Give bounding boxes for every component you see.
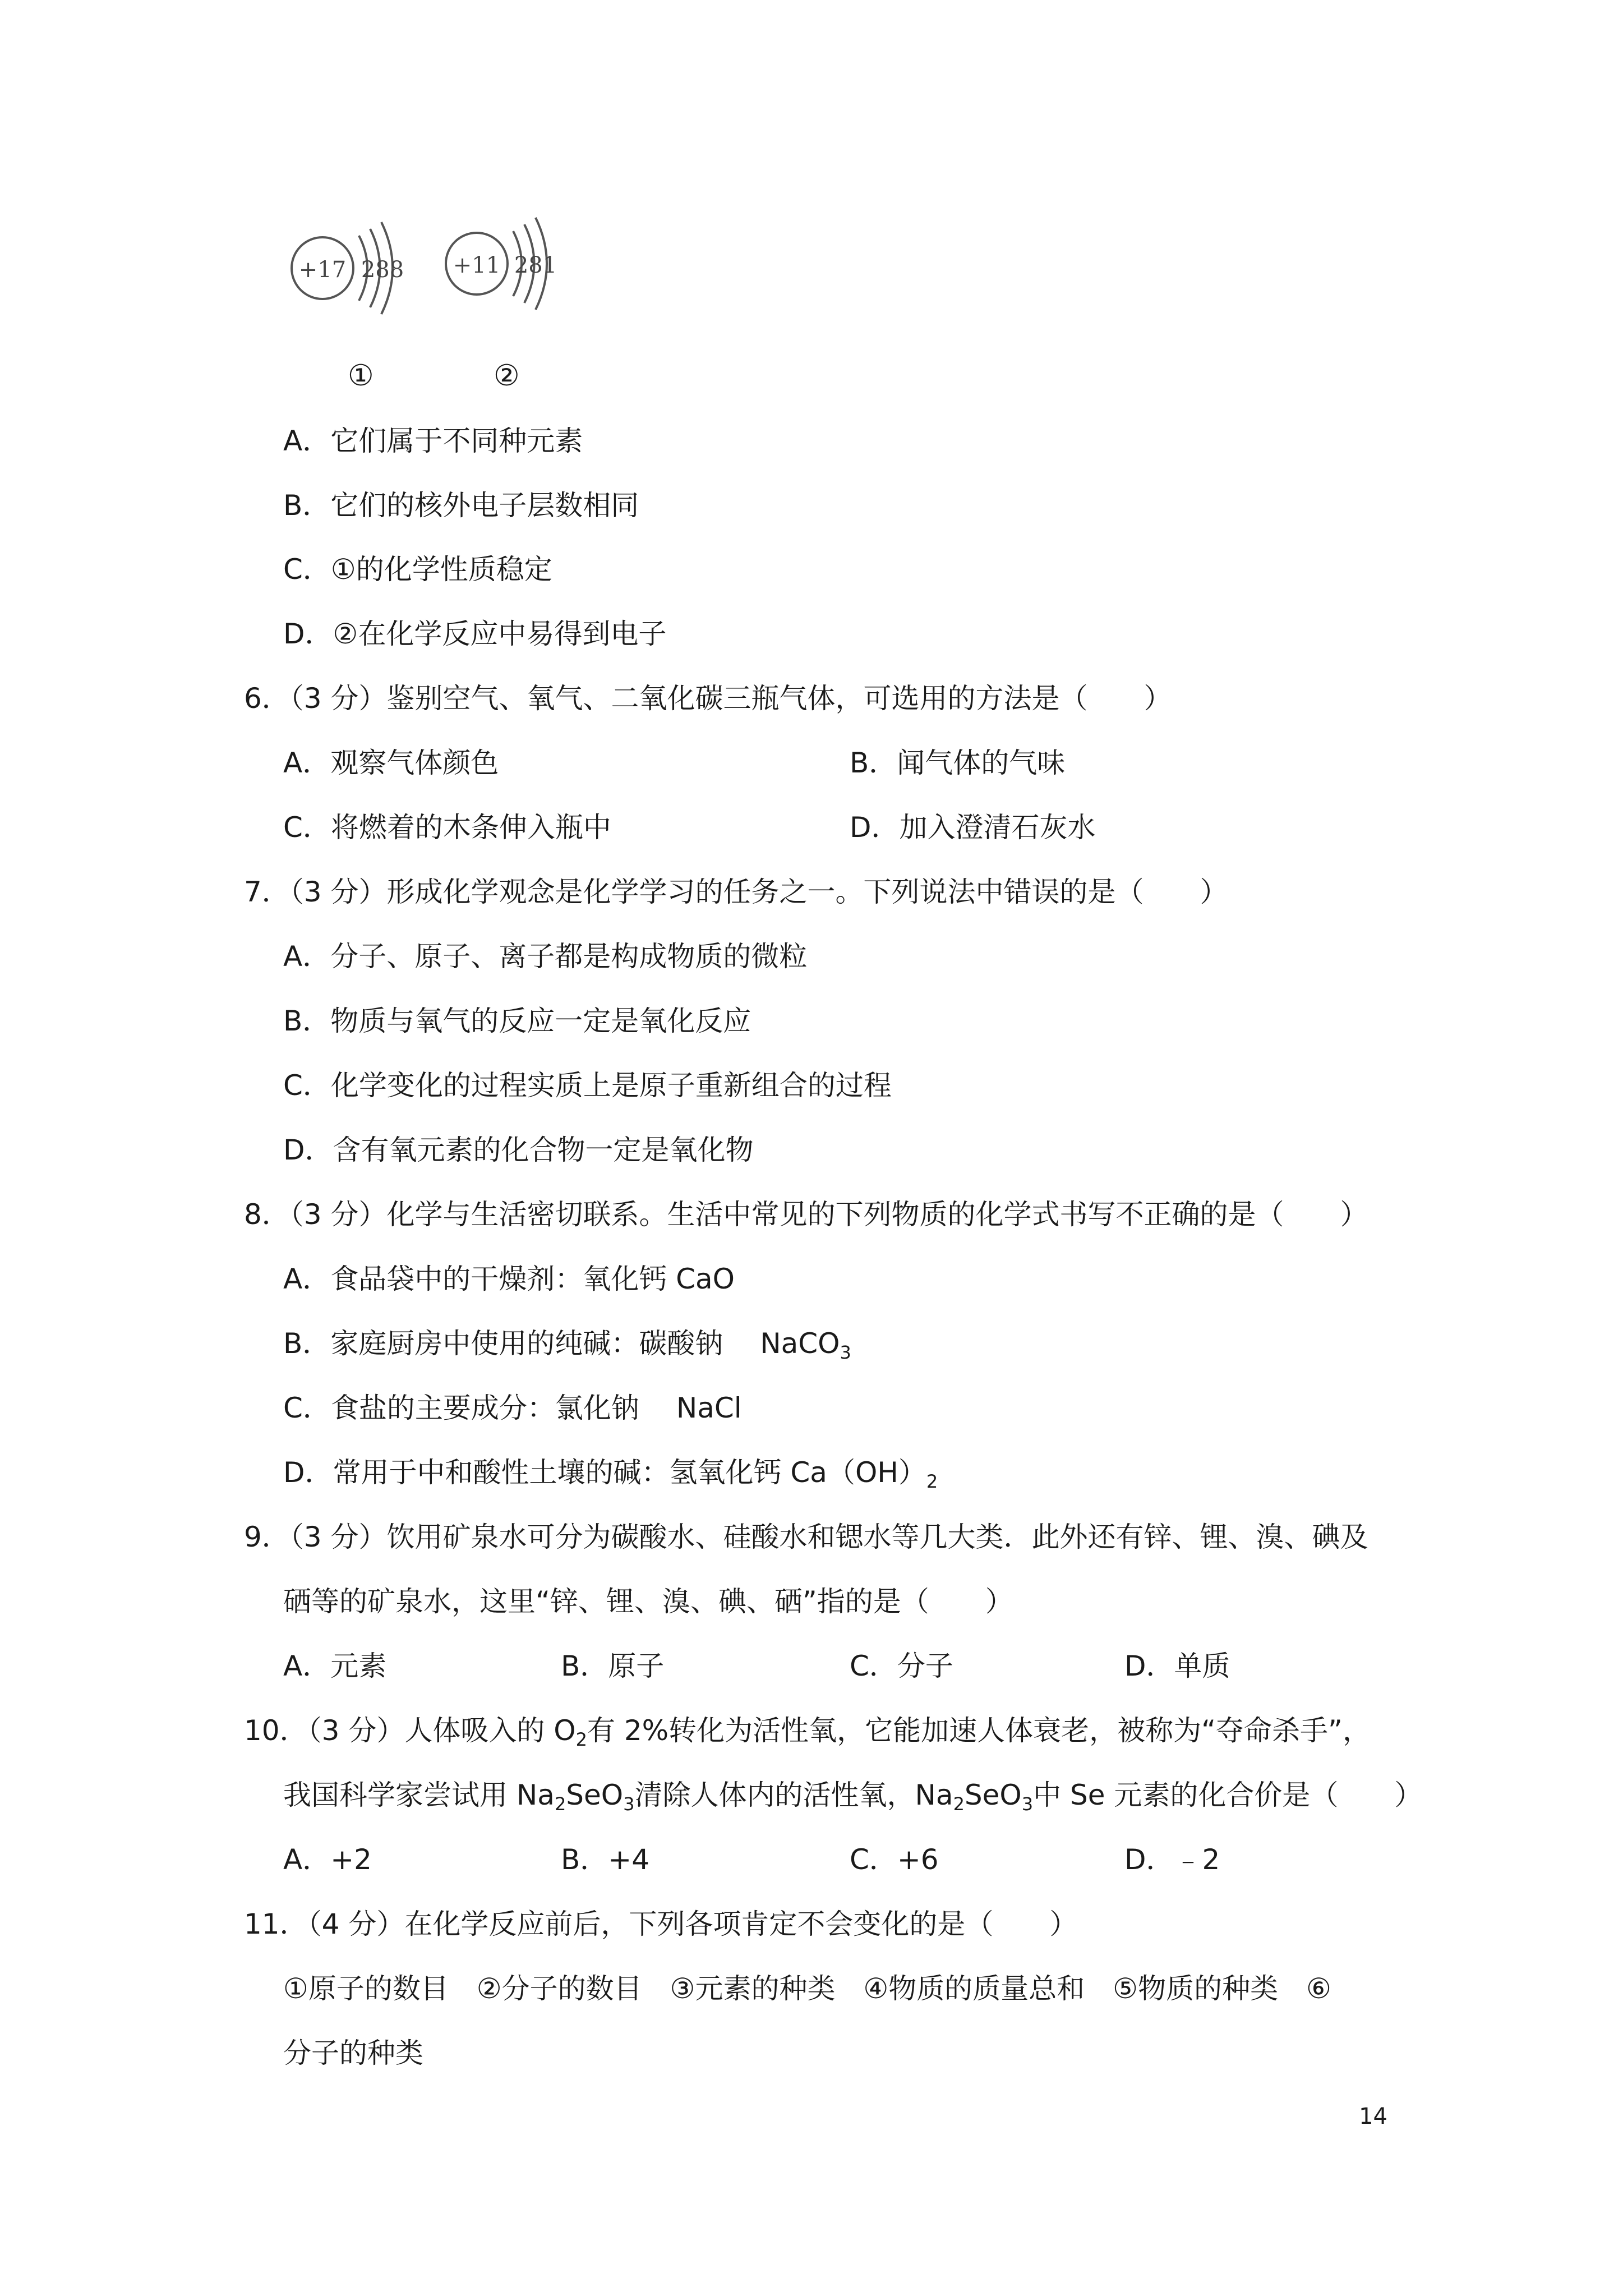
- atom-structure-figure: [286, 208, 600, 331]
- q10-stem2-a: 我国科学家尝试用 Na: [283, 1779, 555, 1811]
- q10-option-c: C．+6: [850, 1843, 939, 1876]
- q7-stem: 7．（3 分）形成化学观念是化学学习的任务之一。下列说法中错误的是（ ）: [244, 876, 1228, 908]
- atom1-shells: 288: [361, 257, 404, 283]
- q7-option-a: A．分子、原子、离子都是构成物质的微粒: [283, 940, 808, 973]
- q10-stem2-sub2: 3: [623, 1793, 635, 1815]
- q8-option-b-text: B．家庭厨房中使用的纯碱：碳酸钠: [283, 1327, 723, 1360]
- q8-option-b-formula: NaCO: [760, 1327, 840, 1360]
- q5-option-d: D．②在化学反应中易得到电子: [283, 618, 667, 650]
- q7-option-b: B．物质与氧气的反应一定是氧化反应: [283, 1005, 751, 1037]
- atom2-nucleus: +11: [453, 252, 501, 278]
- q8-option-b: [283, 1327, 851, 1363]
- q5-option-c: C．①的化学性质稳定: [283, 553, 552, 586]
- atom-label-1: ①: [348, 359, 374, 393]
- q6-option-d: D．加入澄清石灰水: [850, 811, 1096, 844]
- q10-stem2-sub4: 3: [1021, 1793, 1034, 1815]
- q10-stem2-d: SeO: [964, 1779, 1022, 1811]
- q10-option-a: A．+2: [283, 1843, 372, 1876]
- q10-stem-line2: [283, 1778, 1423, 1815]
- atom-diagrams: [286, 208, 600, 331]
- q9-option-b: B．原子: [561, 1650, 665, 1682]
- q10-stem2-b: SeO: [566, 1779, 624, 1811]
- atom1-nucleus: +17: [298, 257, 347, 283]
- q9-option-a: A．元素: [283, 1650, 387, 1682]
- q6-option-c: C．将燃着的木条伸入瓶中: [283, 811, 611, 844]
- atom-label-2: ②: [494, 359, 520, 393]
- q10-stem2-e: 中 Se 元素的化合价是（ ）: [1033, 1779, 1423, 1811]
- q8-option-a: A．食品袋中的干燥剂：氧化钙 CaO: [283, 1263, 735, 1295]
- q10-stem2-sub3: 2: [953, 1793, 965, 1815]
- page-number: 14: [1359, 2104, 1387, 2129]
- q8-option-c-text: C．食盐的主要成分：氯化钠: [283, 1392, 639, 1424]
- q9-stem-line1: 9．（3 分）饮用矿泉水可分为碳酸水、硅酸水和锶水等几大类．此外还有锌、锂、溴、碘及: [244, 1521, 1368, 1553]
- q8-option-d: [283, 1456, 938, 1492]
- q6-option-b: B．闻气体的气味: [850, 747, 1066, 779]
- q6-option-a: A．观察气体颜色: [283, 747, 499, 779]
- q11-items-line2: 分子的种类: [283, 2037, 423, 2069]
- q7-option-d: D．含有氧元素的化合物一定是氧化物: [283, 1134, 754, 1166]
- q8-option-d-text: D．常用于中和酸性土壤的碱：氢氧化钙 Ca（OH）: [283, 1456, 926, 1489]
- q9-option-d: D．单质: [1124, 1650, 1230, 1682]
- q10-stem1-sub: 2: [575, 1729, 587, 1750]
- q10-option-b: B．+4: [561, 1843, 650, 1876]
- q8-option-b-subscript: 3: [840, 1342, 851, 1363]
- q8-option-d-subscript: 2: [926, 1471, 938, 1492]
- q7-option-c: C．化学变化的过程实质上是原子重新组合的过程: [283, 1069, 892, 1102]
- q11-stem: 11．（4 分）在化学反应前后，下列各项肯定不会变化的是（ ）: [244, 1908, 1078, 1940]
- q9-option-c: C．分子: [850, 1650, 953, 1682]
- q10-stem2-c: 清除人体内的活性氧，Na: [634, 1779, 953, 1811]
- q8-option-c-formula: NaCl: [676, 1392, 742, 1424]
- q5-option-b: B．它们的核外电子层数相同: [283, 489, 639, 522]
- q10-stem1-b: 有 2%转化为活性氧，它能加速人体衰老，被称为“夺命杀手”，: [587, 1714, 1371, 1747]
- q5-option-a: A．它们属于不同种元素: [283, 425, 583, 457]
- q10-stem2-sub1: 2: [554, 1793, 566, 1815]
- q11-items-line1: ①原子的数目 ②分子的数目 ③元素的种类 ④物质的质量总和 ⑤物质的种类 ⑥: [283, 1972, 1331, 2005]
- q9-stem-line2: 硒等的矿泉水，这里“锌、锂、溴、碘、硒”指的是（ ）: [283, 1585, 1013, 1618]
- q10-stem1-a: 10．（3 分）人体吸入的 O: [244, 1714, 576, 1747]
- q8-stem: 8．（3 分）化学与生活密切联系。生活中常见的下列物质的化学式书写不正确的是（ ）: [244, 1198, 1368, 1231]
- atom2-shells: 281: [514, 252, 557, 278]
- q10-option-d: D．﹣2: [1124, 1843, 1220, 1876]
- q6-stem: 6．（3 分）鉴别空气、氧气、二氧化碳三瓶气体，可选用的方法是（ ）: [244, 682, 1172, 715]
- q8-option-c: [283, 1391, 742, 1425]
- q10-stem-line1: [244, 1714, 1371, 1750]
